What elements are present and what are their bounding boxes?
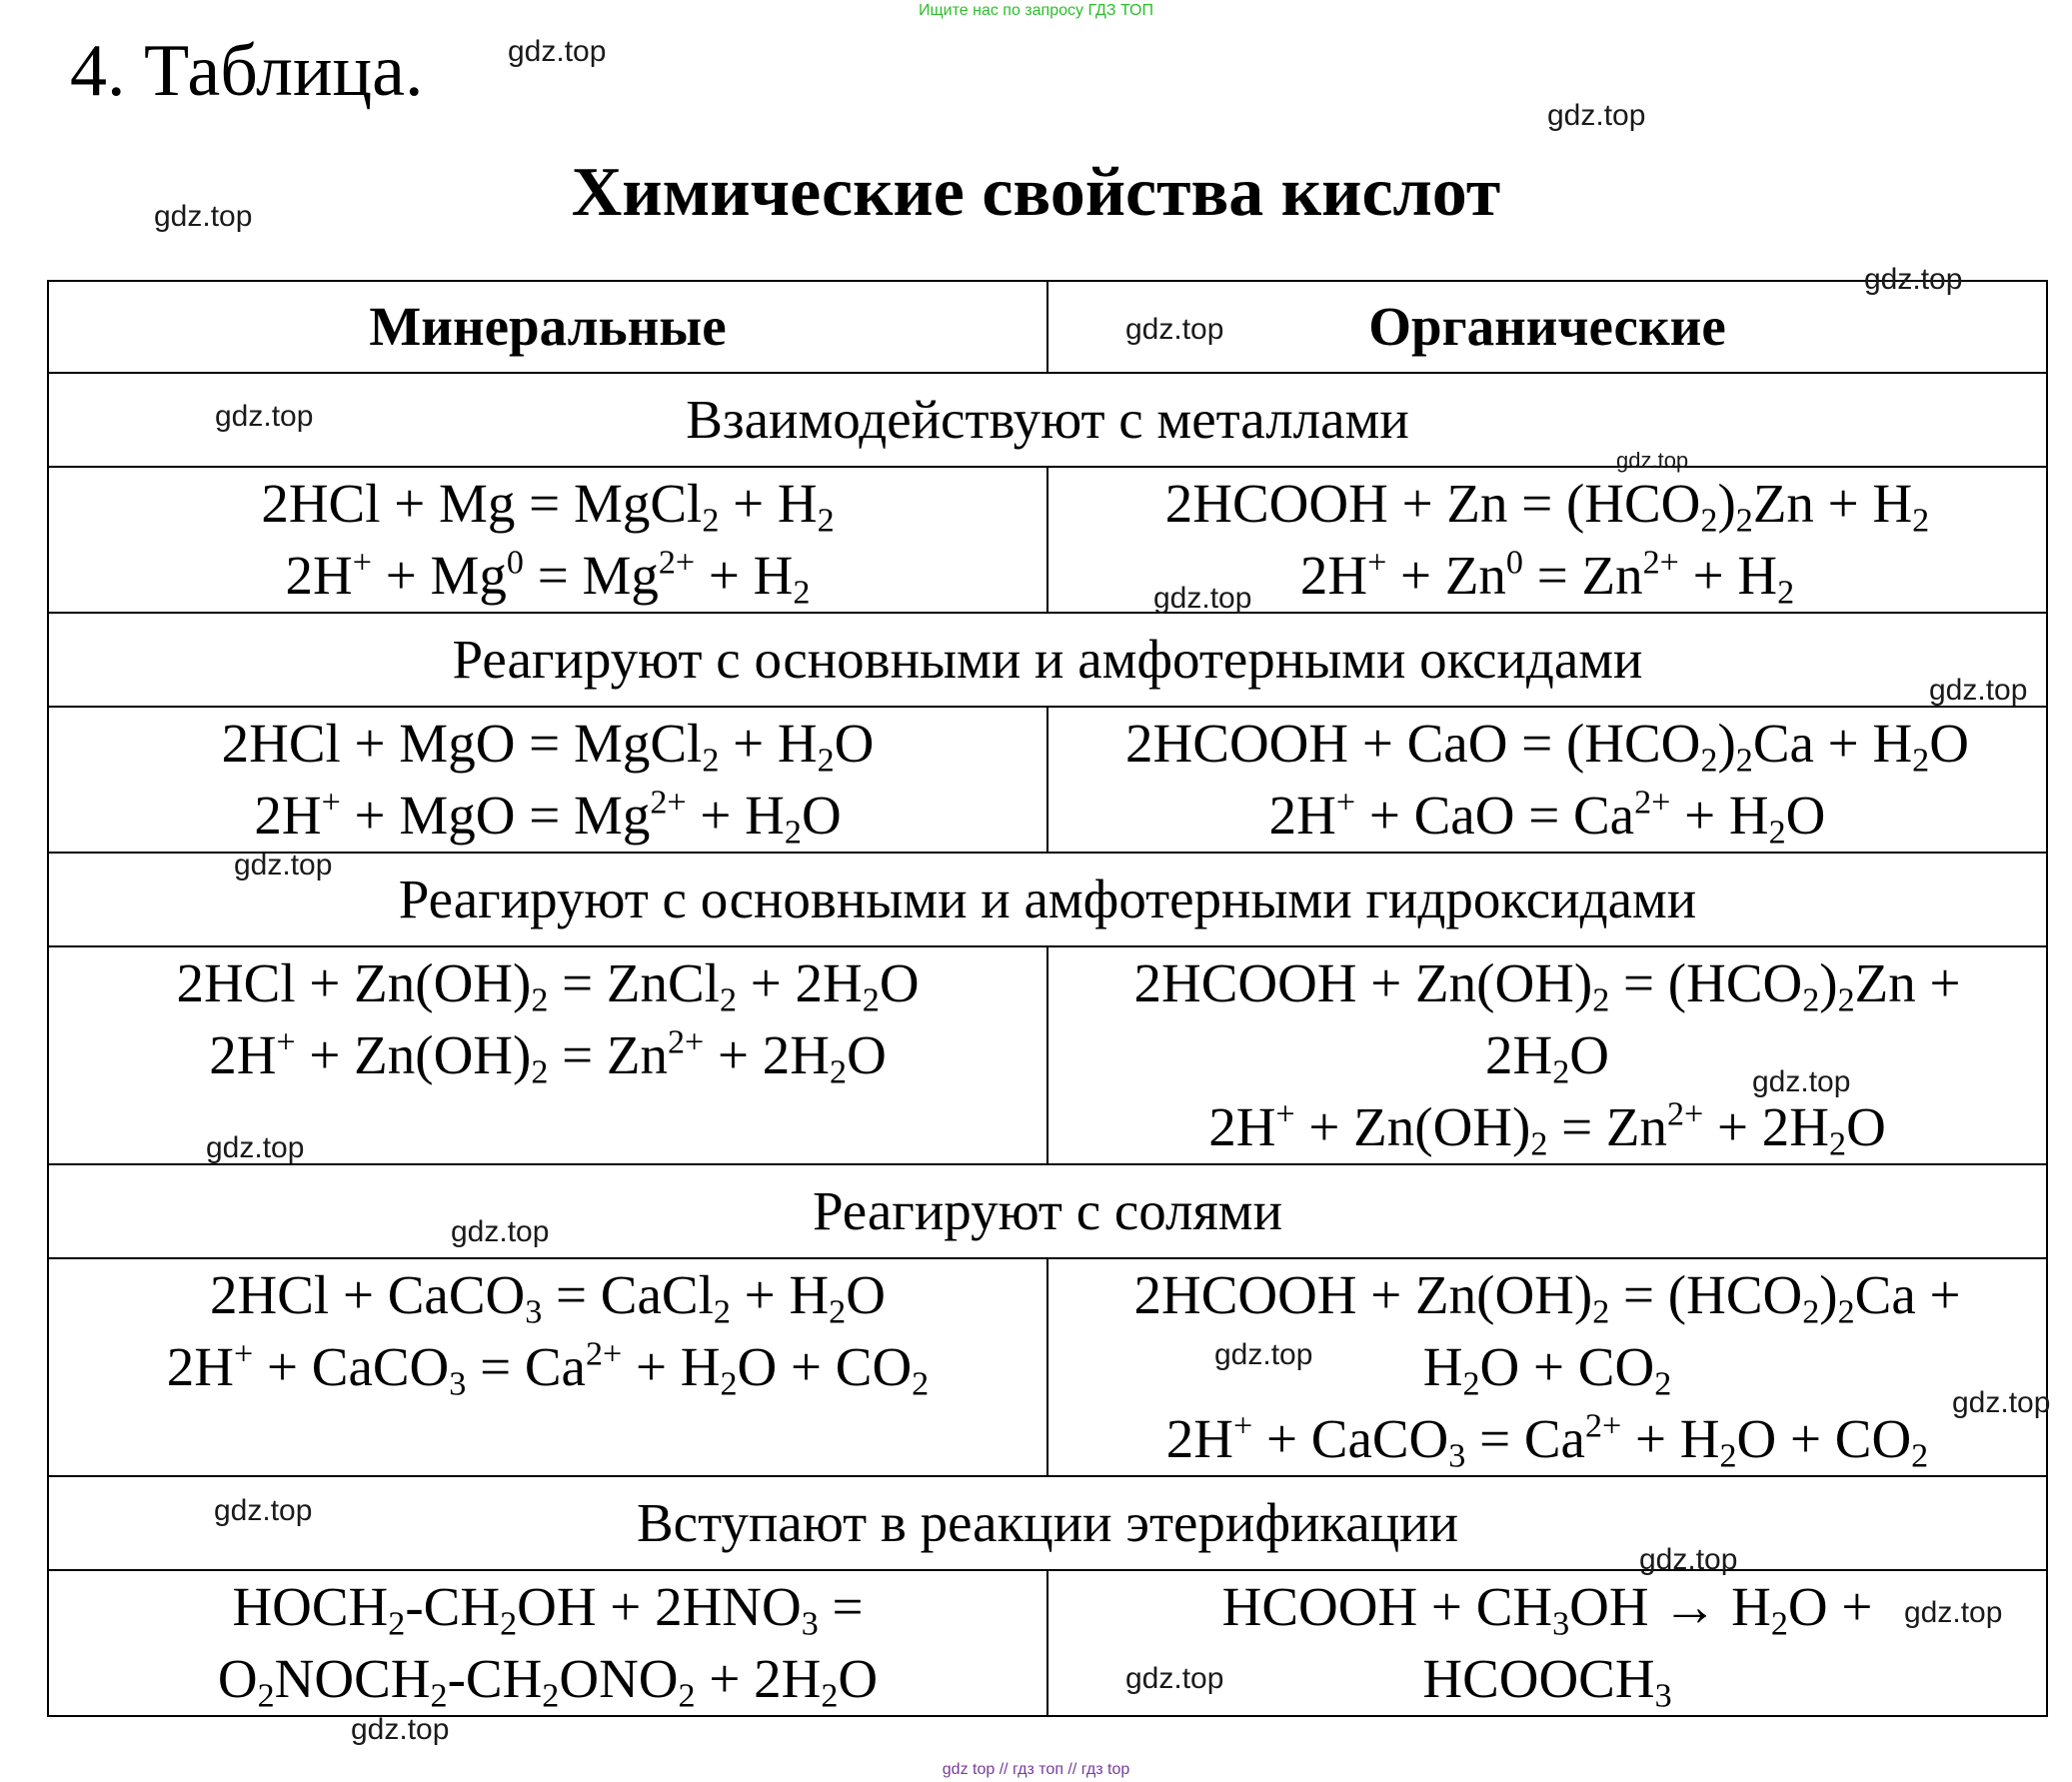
section-title-hydroxides: Реагируют с основными и амфотерными гидроксидами [48, 853, 2047, 946]
mineral-column-header: Минеральные [48, 281, 1047, 373]
watermark: gdz.top [1616, 448, 1689, 473]
column-header-row [48, 281, 2047, 373]
ionic-equation: $2H^+ + Zn(OH)_2 = Zn^{2+} + 2H_2O$ [209, 1023, 887, 1091]
equation: 2HCl + CaCO$_3$ = CaCl$_2$ + $H_2O$ [210, 1264, 886, 1331]
section-row-ester [48, 1476, 2047, 1570]
acid-properties-table [47, 280, 2051, 1717]
equation: 2HCOOH + $Zn(OH)_2 = (HCO_2)_2Zn$ + [1133, 952, 1961, 1019]
table-title: Химические свойства кислот [571, 154, 1501, 231]
organic-column-header: Органические [1047, 281, 2047, 373]
equation-row-salts [48, 1258, 2047, 1476]
mineral-equations-salts [48, 1258, 1047, 1476]
section-row-oxides [48, 613, 2047, 707]
ionic-equation: $2H^+ + Mg^0 = Mg^{2+} + H_2$ [285, 544, 811, 612]
mineral-equations-metals [48, 467, 1047, 613]
section-title-oxides: Реагируют с основными и амфотерными оксидами [48, 613, 2047, 707]
bottom-banner[interactable]: gdz top // гдз топ // гдз top [942, 1761, 1130, 1778]
organic-equations-oxides [1047, 707, 2047, 853]
equation-row-metals [48, 467, 2047, 613]
mineral-equations-oxides [48, 707, 1047, 853]
section-title-metals: Взаимодействуют с металлами [48, 373, 2047, 467]
ionic-equation: 2H+ + CaO = $Ca^{2+} + H_2O$ [1268, 784, 1826, 852]
equation: 2HCOOH + CaO = $(HCO_2)_2Ca + H_2O$ [1125, 713, 1969, 780]
ionic-equation: $2H^+ + Zn(OH)_2 = Zn^{2+} + 2H_2O$ [1208, 1095, 1886, 1163]
equation: 2HCOOH + $Zn = (HCO_2)_2Zn + H_2$ [1164, 473, 1930, 540]
watermark: gdz.top [1752, 1065, 1851, 1098]
watermark: gdz.top [206, 1131, 305, 1164]
page-heading: 4. Таблица. [70, 30, 424, 112]
equation-row-hydroxides [48, 946, 2047, 1164]
watermark: gdz.top [1214, 1338, 1313, 1371]
watermark: gdz.top [1125, 1662, 1224, 1695]
ionic-equation: 2H+ + CaCO$_3$ = $Ca^{2+} + H_2O + CO_2$ [1165, 1407, 1929, 1475]
watermark: gdz.top [508, 35, 607, 68]
watermark: gdz.top [1929, 674, 2028, 707]
mineral-equations-hydroxides [48, 946, 1047, 1164]
watermark: gdz.top [214, 1494, 313, 1527]
equation: HCOOH + $CH_3OH \to H_2O$ + [1221, 1576, 1873, 1643]
watermark: gdz.top [1153, 582, 1252, 615]
section-row-hydroxides [48, 853, 2047, 946]
mineral-equations-ester [48, 1570, 1047, 1716]
section-row-metals [48, 373, 2047, 467]
equation-continued: $H_2O + CO_2$ [1422, 1336, 1672, 1403]
section-title-salts: Реагируют с солями [48, 1164, 2047, 1258]
equation-continued: $2H_2O$ [1484, 1024, 1609, 1091]
equation: 2HCl + MgO = MgCl$_2$ + $H_2O$ [221, 713, 875, 780]
watermark: gdz.top [1547, 99, 1646, 132]
watermark: gdz.top [1864, 263, 1963, 296]
ionic-equation: $2H^+ + Zn^0 = Zn^{2+} + H_2$ [1299, 544, 1795, 612]
watermark: gdz.top [1125, 313, 1224, 346]
organic-equations-hydroxides [1047, 946, 2047, 1164]
watermark: gdz.top [215, 400, 314, 433]
equation-continued: $HCOOCH_3$ [1422, 1648, 1672, 1715]
watermark: gdz.top [154, 200, 253, 233]
ionic-equation: 2H+ + MgO = $Mg^{2+} + H_2O$ [254, 784, 842, 852]
equation: $2HCl + Zn(OH)_2$ = ZnCl$_2$ + $2H_2O$ [176, 952, 920, 1019]
organic-equations-salts [1047, 1258, 2047, 1476]
watermark: gdz.top [1639, 1543, 1738, 1576]
equation: 2HCl + Mg = MgCl$_2$ + $H_2$ [261, 473, 835, 540]
equation-continued: $O_2NOCH_2-CH_2ONO_2 + 2H_2O$ [217, 1648, 879, 1715]
equation-row-ester [48, 1570, 2047, 1716]
top-banner[interactable]: Ищите нас по запросу ГДЗ ТОП [919, 2, 1153, 19]
ionic-equation: 2H+ + CaCO$_3$ = $Ca^{2+} + H_2O + CO_2$ [166, 1335, 930, 1403]
watermark: gdz.top [1904, 1596, 2003, 1629]
watermark: gdz.top [351, 1713, 450, 1746]
section-title-ester: Вступают в реакции этерификации [48, 1476, 2047, 1570]
watermark: gdz.top [1952, 1386, 2051, 1419]
equation: 2HCOOH + $Zn(OH)_2 = (HCO_2)_2Ca$ + [1133, 1264, 1961, 1331]
equation-row-oxides [48, 707, 2047, 853]
watermark: gdz.top [234, 849, 333, 882]
equation: $HOCH_2-CH_2OH + 2HNO_3$ = [232, 1576, 864, 1643]
section-row-salts [48, 1164, 2047, 1258]
watermark: gdz.top [451, 1215, 550, 1248]
